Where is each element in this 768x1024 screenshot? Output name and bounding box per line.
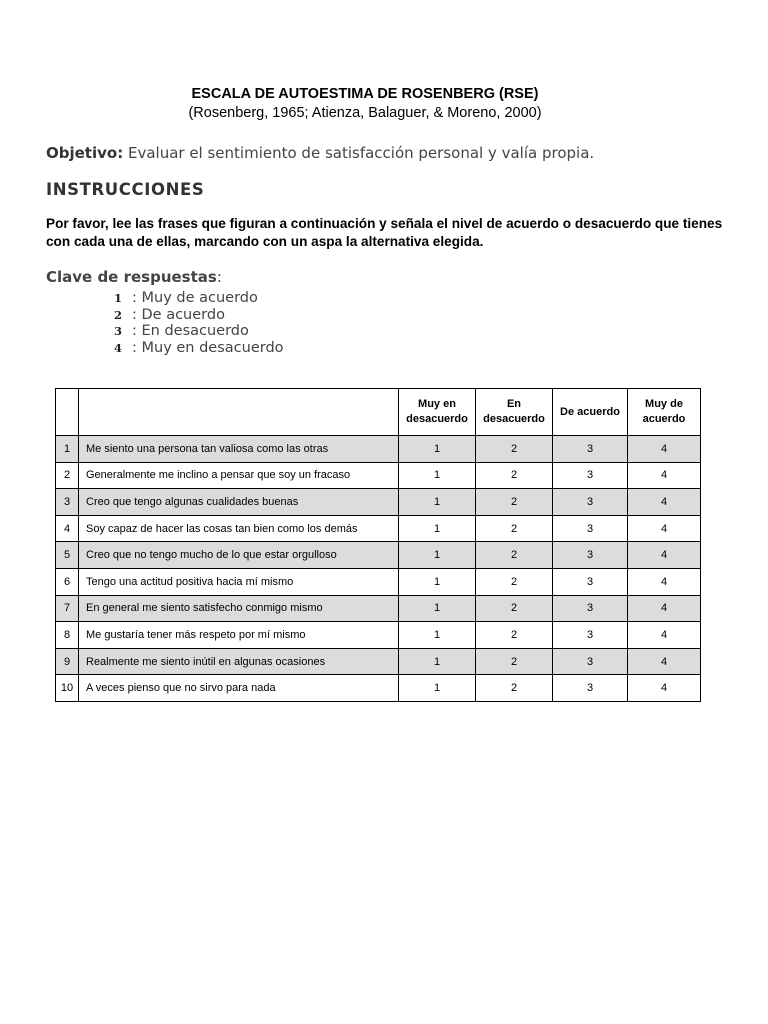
option-strongly-agree[interactable]: 4 bbox=[628, 568, 701, 595]
option-disagree[interactable]: 2 bbox=[476, 436, 553, 463]
header-strongly-agree: Muy de acuerdo bbox=[628, 389, 701, 436]
header-agree: De acuerdo bbox=[553, 389, 628, 436]
option-disagree[interactable]: 2 bbox=[476, 462, 553, 489]
instructions-text: Por favor, lee las frases que figuran a continuación y señala el nivel de acuerdo o desacuerdo que tienes con cada una de ellas, marcando con un aspa la alternativa elegida. bbox=[46, 216, 723, 249]
option-strongly-disagree[interactable]: 1 bbox=[399, 675, 476, 702]
option-agree[interactable]: 3 bbox=[553, 648, 628, 675]
table-header-row bbox=[56, 389, 701, 436]
option-strongly-agree[interactable]: 4 bbox=[628, 595, 701, 622]
answer-key-text: : En desacuerdo bbox=[132, 323, 249, 340]
document-title: ESCALA DE AUTOESTIMA DE ROSENBERG (RSE) bbox=[191, 86, 539, 102]
option-disagree[interactable]: 2 bbox=[476, 515, 553, 542]
option-strongly-disagree[interactable]: 1 bbox=[399, 436, 476, 463]
option-strongly-disagree[interactable]: 1 bbox=[399, 515, 476, 542]
row-statement: Me gustaría tener más respeto por mí mismo bbox=[79, 622, 399, 649]
option-strongly-agree[interactable]: 4 bbox=[628, 675, 701, 702]
row-number: 10 bbox=[56, 675, 79, 702]
option-strongly-agree[interactable]: 4 bbox=[628, 622, 701, 649]
option-agree[interactable]: 3 bbox=[553, 436, 628, 463]
option-strongly-agree[interactable]: 4 bbox=[628, 462, 701, 489]
option-strongly-disagree[interactable]: 1 bbox=[399, 622, 476, 649]
option-strongly-disagree[interactable]: 1 bbox=[399, 568, 476, 595]
header-strongly-disagree: Muy en desacuerdo bbox=[399, 389, 476, 436]
option-strongly-agree[interactable]: 4 bbox=[628, 542, 701, 569]
option-strongly-agree[interactable]: 4 bbox=[628, 489, 701, 516]
table-row bbox=[56, 515, 701, 542]
rse-table bbox=[55, 388, 701, 702]
row-statement: Creo que tengo algunas cualidades buenas bbox=[79, 489, 399, 516]
row-statement: En general me siento satisfecho conmigo mismo bbox=[79, 595, 399, 622]
option-agree[interactable]: 3 bbox=[553, 462, 628, 489]
instructions-heading: INSTRUCCIONES bbox=[46, 180, 205, 199]
option-strongly-disagree[interactable]: 1 bbox=[399, 648, 476, 675]
option-agree[interactable]: 3 bbox=[553, 515, 628, 542]
row-number: 6 bbox=[56, 568, 79, 595]
option-strongly-disagree[interactable]: 1 bbox=[399, 462, 476, 489]
option-agree[interactable]: 3 bbox=[553, 675, 628, 702]
option-disagree[interactable]: 2 bbox=[476, 568, 553, 595]
table-row bbox=[56, 622, 701, 649]
row-statement: Creo que no tengo mucho de lo que estar orgulloso bbox=[79, 542, 399, 569]
answer-key-item bbox=[114, 307, 284, 324]
option-disagree[interactable]: 2 bbox=[476, 648, 553, 675]
option-strongly-disagree[interactable]: 1 bbox=[399, 542, 476, 569]
answer-key-text: : Muy de acuerdo bbox=[132, 290, 258, 306]
row-statement: Realmente me siento inútil en algunas ocasiones bbox=[79, 648, 399, 675]
option-strongly-disagree[interactable]: 1 bbox=[399, 595, 476, 622]
table-row bbox=[56, 595, 701, 622]
option-agree[interactable]: 3 bbox=[553, 595, 628, 622]
answer-key-title-text: Clave de respuestas bbox=[46, 268, 217, 286]
answer-key-number: 2 bbox=[114, 307, 123, 322]
answer-key-text: : Muy en desacuerdo bbox=[132, 340, 284, 357]
table-row bbox=[56, 462, 701, 489]
answer-key-list bbox=[114, 290, 284, 357]
answer-key-number: 3 bbox=[114, 324, 123, 339]
row-statement: Soy capaz de hacer las cosas tan bien como los demás bbox=[79, 515, 399, 542]
option-strongly-agree[interactable]: 4 bbox=[628, 515, 701, 542]
row-statement: Me siento una persona tan valiosa como las otras bbox=[79, 436, 399, 463]
row-number: 8 bbox=[56, 622, 79, 649]
header-number bbox=[56, 389, 79, 436]
table-row bbox=[56, 568, 701, 595]
row-number: 5 bbox=[56, 542, 79, 569]
table-row bbox=[56, 542, 701, 569]
option-disagree[interactable]: 2 bbox=[476, 542, 553, 569]
option-disagree[interactable]: 2 bbox=[476, 489, 553, 516]
row-statement: Generalmente me inclino a pensar que soy un fracaso bbox=[79, 462, 399, 489]
answer-key-colon: : bbox=[216, 268, 222, 286]
answer-key-item bbox=[114, 323, 284, 340]
row-number: 3 bbox=[56, 489, 79, 516]
objective bbox=[46, 144, 594, 162]
row-number: 7 bbox=[56, 595, 79, 622]
header-disagree: En desacuerdo bbox=[476, 389, 553, 436]
answer-key-text: : De acuerdo bbox=[132, 306, 225, 323]
row-statement: Tengo una actitud positiva hacia mí mismo bbox=[79, 568, 399, 595]
option-strongly-disagree[interactable]: 1 bbox=[399, 489, 476, 516]
objective-text: Evaluar el sentimiento de satisfacción personal y valía propia. bbox=[127, 144, 595, 162]
option-strongly-agree[interactable]: 4 bbox=[628, 436, 701, 463]
option-strongly-agree[interactable]: 4 bbox=[628, 648, 701, 675]
answer-key-title bbox=[46, 268, 222, 286]
option-disagree[interactable]: 2 bbox=[476, 595, 553, 622]
row-number: 4 bbox=[56, 515, 79, 542]
option-agree[interactable]: 3 bbox=[553, 568, 628, 595]
row-number: 2 bbox=[56, 462, 79, 489]
header-statement bbox=[79, 389, 399, 436]
table-row bbox=[56, 489, 701, 516]
answer-key-item bbox=[114, 340, 284, 357]
document-subtitle: (Rosenberg, 1965; Atienza, Balaguer, & Moreno, 2000) bbox=[188, 105, 542, 121]
objective-label: Objetivo: bbox=[46, 144, 124, 162]
table-row bbox=[56, 675, 701, 702]
row-number: 1 bbox=[56, 436, 79, 463]
option-agree[interactable]: 3 bbox=[553, 489, 628, 516]
option-agree[interactable]: 3 bbox=[553, 542, 628, 569]
option-agree[interactable]: 3 bbox=[553, 622, 628, 649]
option-disagree[interactable]: 2 bbox=[476, 622, 553, 649]
table-row bbox=[56, 436, 701, 463]
row-statement: A veces pienso que no sirvo para nada bbox=[79, 675, 399, 702]
row-number: 9 bbox=[56, 648, 79, 675]
option-disagree[interactable]: 2 bbox=[476, 675, 553, 702]
table-row bbox=[56, 648, 701, 675]
answer-key-number: 1 bbox=[114, 291, 123, 305]
answer-key-number: 4 bbox=[114, 341, 123, 356]
answer-key-item bbox=[114, 290, 284, 307]
